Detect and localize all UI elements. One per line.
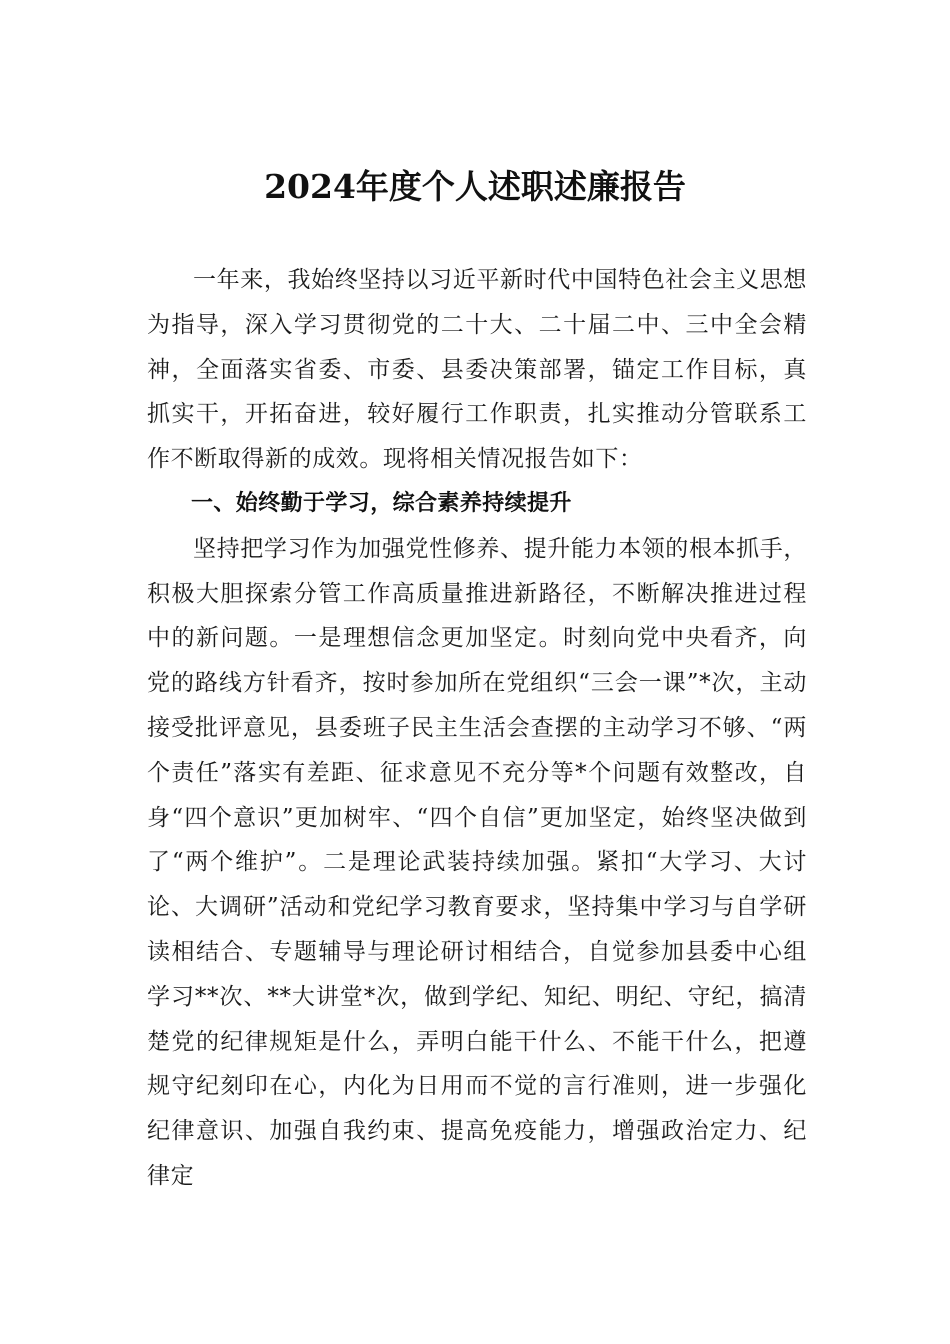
section-heading-1: 一、始终勤于学习，综合素养持续提升 [191, 490, 572, 516]
document-title: 2024年度个人述职述廉报告 [264, 167, 686, 206]
document-body [147, 258, 807, 1199]
section-1-paragraph: 坚持把学习作为加强党性修养、提升能力本领的根本抓手，积极大胆探索分管工作高质量推进新路径，不断解决推进过程中的新问题。一是理想信念更加坚定。时刻向党中央看齐，向党的路线方针看齐，按时参加所在党组织“三会一课”*次，主动接受批评意见，县委班子民主生活会查摆的主动学习不够、“两个责任”落实有差距、征求意见不充分等*个问题有效整改，自身“四个意识”更加树牢、“四个自信”更加坚定，始终坚决做到了“两个维护”。二是理论武装持续加强。紧扣“大学习、大讨论、大调研”活动和党纪学习教育要求，坚持集中学习与自学研读相结合、专题辅导与理论研讨相结合，自觉参加县委中心组学习**次、**大讲堂*次，做到学纪、知纪、明纪、守纪，搞清楚党的纪律规矩是什么，弄明白能干什么、不能干什么，把遵规守纪刻印在心，内化为日用而不觉的言行准则，进一步强化纪律意识、加强自我约束、提高免疫能力，增强政治定力、纪律定 [147, 535, 807, 1189]
intro-paragraph: 一年来，我始终坚持以习近平新时代中国特色社会主义思想为指导，深入学习贯彻党的二十大、二十届二中、三中全会精神，全面落实省委、市委、县委决策部署，锚定工作目标，真抓实干，开拓奋进，较好履行工作职责，扎实推动分管联系工作不断取得新的成效。现将相关情况报告如下： [147, 267, 807, 473]
